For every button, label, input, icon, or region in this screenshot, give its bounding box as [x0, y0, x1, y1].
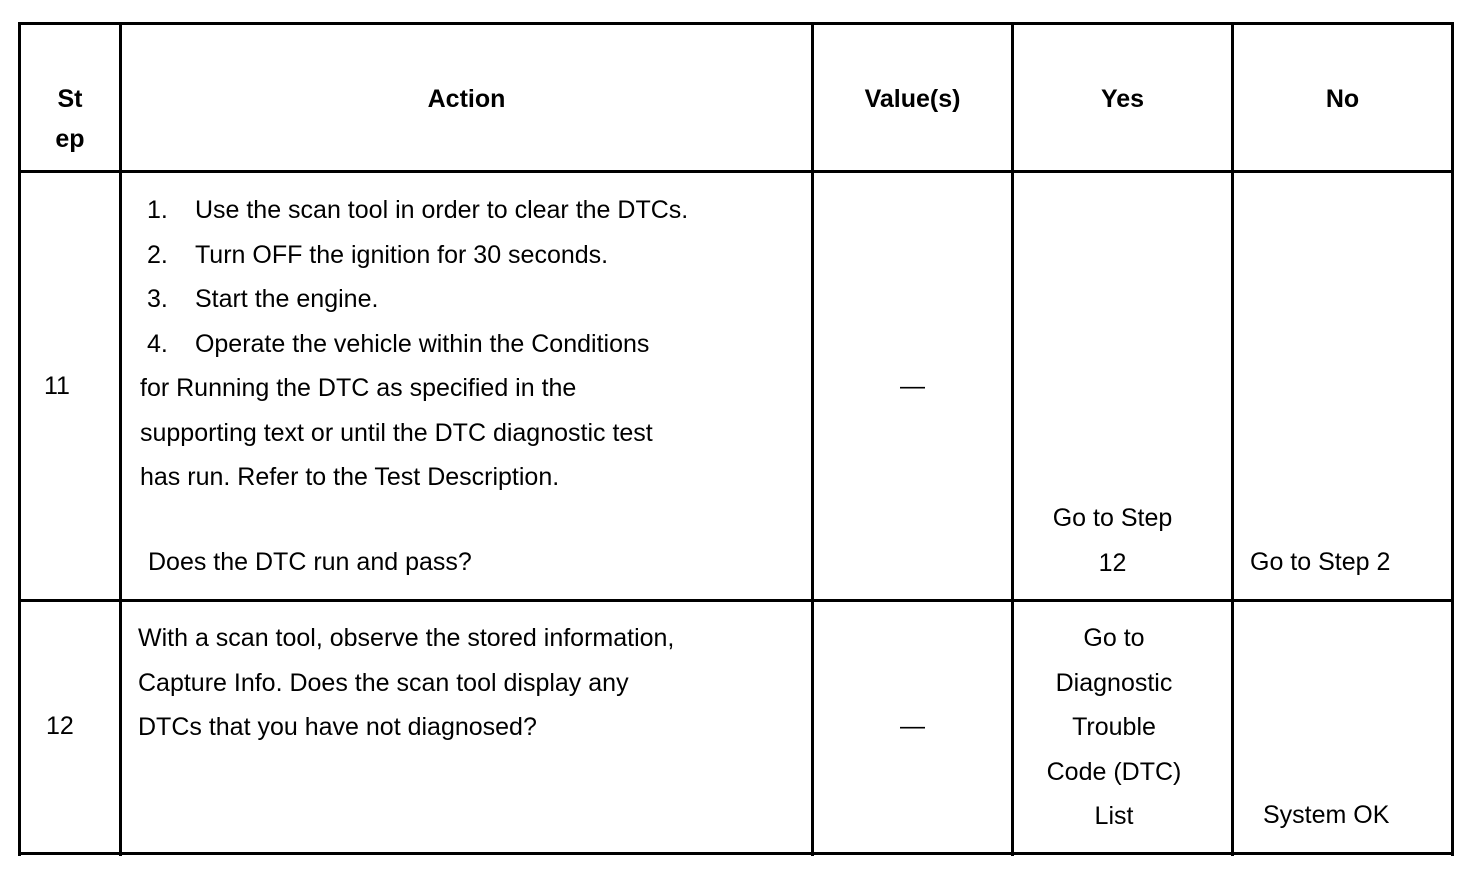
step-text: Operate the vehicle within the Conditions	[194, 329, 650, 358]
row-11-question: Does the DTC run and pass?	[148, 548, 472, 576]
step-number: 2.	[146, 240, 168, 269]
row-12-yes-line: Code (DTC)	[1046, 757, 1182, 786]
row-12-value: —	[900, 712, 925, 740]
step-number: 3.	[146, 285, 168, 313]
action-continuation-line: for Running the DTC as specified in the	[140, 374, 577, 402]
header-bottom-border	[18, 170, 1454, 173]
table-right-border	[1451, 22, 1454, 856]
row-11-yes-line: Go to Step	[1052, 504, 1173, 532]
action-step-item	[140, 277, 810, 322]
row-12-yes-line: List	[1094, 802, 1134, 830]
header-step-line-1: St	[57, 85, 83, 113]
step-text: Use the scan tool in order to clear the DTCs.	[194, 196, 689, 224]
action-continuation-line: supporting text or until the DTC diagnostic test	[140, 418, 653, 447]
header-step	[21, 79, 119, 159]
table-top-border	[18, 22, 1454, 25]
step-number: 4.	[146, 329, 168, 358]
step-action-divider	[119, 22, 122, 856]
row-11-no: Go to Step 2	[1250, 548, 1391, 576]
diagnostic-table	[18, 22, 1454, 856]
header-values: Value(s)	[864, 85, 961, 113]
row-11-yes-line: 12	[1098, 548, 1127, 577]
header-yes: Yes	[1100, 85, 1145, 113]
action-continuation-line: has run. Refer to the Test Description.	[140, 463, 560, 491]
header-step-line-2: ep	[55, 125, 85, 153]
step-number: 1.	[146, 196, 168, 224]
step-text: Turn OFF the ignition for 30 seconds.	[194, 240, 609, 269]
row-12-action-line: Capture Info. Does the scan tool display any	[138, 668, 629, 697]
step-text: Start the engine.	[194, 285, 379, 313]
row-12-action-line: With a scan tool, observe the stored information,	[138, 624, 675, 652]
row-12-no: System OK	[1263, 801, 1390, 829]
header-no: No	[1325, 85, 1360, 113]
row-12-yes-line: Trouble	[1072, 713, 1156, 741]
row-11-yes	[1014, 496, 1211, 585]
row-11-action	[140, 188, 810, 500]
row-12-action	[138, 616, 808, 750]
row-11-bottom-border	[18, 599, 1454, 602]
yes-no-divider	[1231, 22, 1234, 856]
action-step-item	[140, 233, 810, 278]
row-12-action-line: DTCs that you have not diagnosed?	[138, 713, 537, 741]
row-12-step: 12	[46, 712, 74, 740]
row-11-value: —	[900, 372, 925, 400]
row-11-step: 11	[44, 372, 70, 400]
action-step-item	[140, 322, 810, 367]
action-step-item	[140, 188, 810, 233]
row-12-yes-line: Diagnostic	[1055, 668, 1173, 697]
row-12-yes	[1014, 616, 1214, 839]
table-bottom-border	[18, 852, 1454, 855]
header-action: Action	[427, 85, 506, 113]
row-12-yes-line: Go to	[1083, 624, 1145, 652]
